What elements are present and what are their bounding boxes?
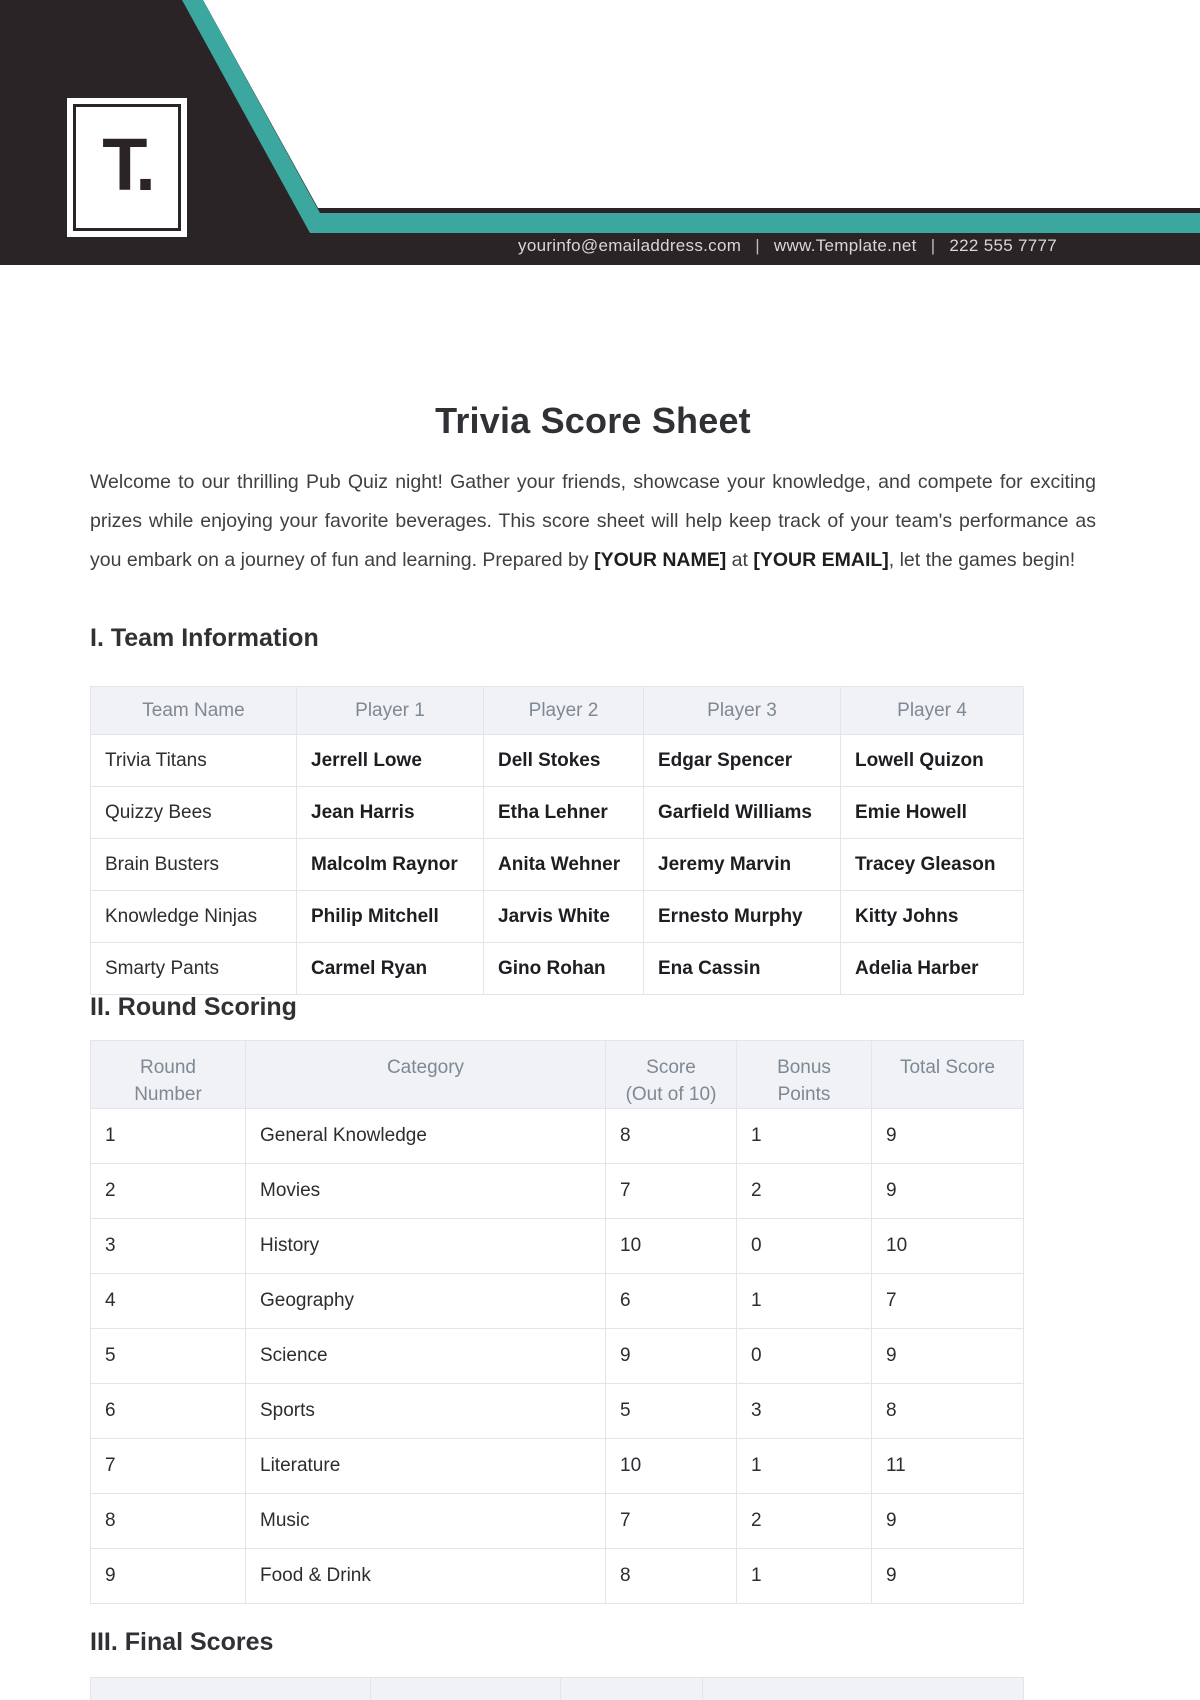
round-scoring-table	[90, 1040, 1024, 1604]
player-cell: Ena Cassin	[644, 943, 841, 995]
bonus-cell: 2	[737, 1164, 872, 1219]
player-cell: Lowell Quizon	[841, 735, 1024, 787]
table-row	[91, 1494, 1024, 1549]
section-heading-final-scores: III. Final Scores	[90, 1628, 274, 1656]
round-number-cell: 6	[91, 1384, 246, 1439]
intro-text: , let the games begin!	[888, 549, 1076, 571]
total-cell: 9	[872, 1329, 1024, 1384]
player-cell: Edgar Spencer	[644, 735, 841, 787]
score-cell: 7	[606, 1494, 737, 1549]
player-cell: Gino Rohan	[484, 943, 644, 995]
score-cell: 8	[606, 1109, 737, 1164]
table-row	[91, 1164, 1024, 1219]
header-line: Category	[386, 1057, 465, 1078]
column-header	[371, 1678, 561, 1700]
total-cell: 9	[872, 1164, 1024, 1219]
table-row	[91, 839, 1024, 891]
column-header-team-name: Team Name	[91, 687, 297, 735]
player-cell: Dell Stokes	[484, 735, 644, 787]
table-row	[91, 891, 1024, 943]
column-header-score	[606, 1041, 737, 1109]
column-header-total-score	[872, 1041, 1024, 1109]
score-cell: 9	[606, 1329, 737, 1384]
contact-phone: 222 555 7777	[949, 236, 1057, 255]
player-cell: Adelia Harber	[841, 943, 1024, 995]
player-cell: Tracey Gleason	[841, 839, 1024, 891]
total-cell: 9	[872, 1494, 1024, 1549]
column-header	[703, 1678, 1024, 1700]
player-cell: Garfield Williams	[644, 787, 841, 839]
team-name-cell: Knowledge Ninjas	[91, 891, 297, 943]
score-cell: 10	[606, 1439, 737, 1494]
team-name-cell: Smarty Pants	[91, 943, 297, 995]
category-cell: General Knowledge	[246, 1109, 606, 1164]
score-cell: 5	[606, 1384, 737, 1439]
player-cell: Jerrell Lowe	[297, 735, 484, 787]
player-cell: Jeremy Marvin	[644, 839, 841, 891]
header-line: (Out of 10)	[625, 1084, 717, 1105]
column-header-bonus-points	[737, 1041, 872, 1109]
contact-email: yourinfo@emailaddress.com	[518, 236, 742, 255]
player-cell: Malcolm Raynor	[297, 839, 484, 891]
column-header-player-3: Player 3	[644, 687, 841, 735]
round-number-cell: 7	[91, 1439, 246, 1494]
header-banner	[0, 0, 1200, 265]
your-name-placeholder: [YOUR NAME]	[594, 549, 727, 571]
round-number-cell: 1	[91, 1109, 246, 1164]
table-row	[91, 1439, 1024, 1494]
final-scores-table-partial	[90, 1677, 1024, 1700]
column-header-player-1: Player 1	[297, 687, 484, 735]
score-cell: 10	[606, 1219, 737, 1274]
column-header	[561, 1678, 703, 1700]
table-row	[91, 1549, 1024, 1604]
contact-info-bar	[518, 231, 1057, 261]
category-cell: Music	[246, 1494, 606, 1549]
player-cell: Etha Lehner	[484, 787, 644, 839]
player-cell: Carmel Ryan	[297, 943, 484, 995]
total-cell: 9	[872, 1549, 1024, 1604]
your-email-placeholder: [YOUR EMAIL]	[753, 549, 889, 571]
banner-white-wedge	[203, 0, 1200, 208]
column-header-player-4: Player 4	[841, 687, 1024, 735]
total-cell: 10	[872, 1219, 1024, 1274]
total-cell: 11	[872, 1439, 1024, 1494]
table-row	[91, 1109, 1024, 1164]
brand-logo	[67, 98, 187, 237]
round-number-cell: 2	[91, 1164, 246, 1219]
category-cell: Sports	[246, 1384, 606, 1439]
contact-separator: |	[755, 236, 760, 255]
table-header-row	[91, 687, 1024, 735]
category-cell: Literature	[246, 1439, 606, 1494]
bonus-cell: 2	[737, 1494, 872, 1549]
bonus-cell: 3	[737, 1384, 872, 1439]
intro-text: Welcome to our thrilling Pub Quiz night! Gather your friends, showcase your knowledge, and compete for exciting prizes while enjoying your favorite beverages. This score sheet will help keep track of your team's performance as you embark on a journey of fun and learning. Prepared by	[90, 471, 1096, 571]
header-line: Points	[777, 1084, 831, 1105]
bonus-cell: 0	[737, 1219, 872, 1274]
table-row	[91, 1329, 1024, 1384]
table-row	[91, 1219, 1024, 1274]
round-number-cell: 8	[91, 1494, 246, 1549]
column-header	[91, 1678, 371, 1700]
section-heading-team-information: I. Team Information	[90, 624, 319, 652]
category-cell: Science	[246, 1329, 606, 1384]
player-cell: Emie Howell	[841, 787, 1024, 839]
player-cell: Ernesto Murphy	[644, 891, 841, 943]
team-name-cell: Quizzy Bees	[91, 787, 297, 839]
section-heading-round-scoring: II. Round Scoring	[90, 993, 297, 1021]
table-row	[91, 787, 1024, 839]
total-cell: 7	[872, 1274, 1024, 1329]
score-cell: 7	[606, 1164, 737, 1219]
total-cell: 8	[872, 1384, 1024, 1439]
header-line: Total Score	[899, 1057, 996, 1078]
table-header-row	[91, 1041, 1024, 1109]
brand-logo-frame	[73, 104, 181, 231]
page-title: Trivia Score Sheet	[435, 400, 751, 441]
round-number-cell: 3	[91, 1219, 246, 1274]
column-header-round-number	[91, 1041, 246, 1109]
table-row	[91, 735, 1024, 787]
table-row	[91, 943, 1024, 995]
player-cell: Kitty Johns	[841, 891, 1024, 943]
table-row	[91, 1274, 1024, 1329]
round-number-cell: 5	[91, 1329, 246, 1384]
column-header-player-2: Player 2	[484, 687, 644, 735]
brand-logo-letter: T.	[102, 122, 152, 206]
table-row	[91, 1384, 1024, 1439]
table-header-row	[91, 1678, 1024, 1700]
team-name-cell: Brain Busters	[91, 839, 297, 891]
header-line: Bonus	[777, 1057, 831, 1078]
intro-text: at	[726, 549, 754, 571]
category-cell: Movies	[246, 1164, 606, 1219]
category-cell: Food & Drink	[246, 1549, 606, 1604]
header-line: Number	[134, 1084, 202, 1105]
bonus-cell: 1	[737, 1439, 872, 1494]
player-cell: Jean Harris	[297, 787, 484, 839]
bonus-cell: 1	[737, 1274, 872, 1329]
team-name-cell: Trivia Titans	[91, 735, 297, 787]
category-cell: Geography	[246, 1274, 606, 1329]
bonus-cell: 1	[737, 1549, 872, 1604]
player-cell: Jarvis White	[484, 891, 644, 943]
round-number-cell: 9	[91, 1549, 246, 1604]
player-cell: Anita Wehner	[484, 839, 644, 891]
contact-separator: |	[930, 236, 936, 255]
total-cell: 9	[872, 1109, 1024, 1164]
score-cell: 6	[606, 1274, 737, 1329]
contact-website: www.Template.net	[773, 236, 917, 255]
team-information-table	[90, 686, 1024, 995]
player-cell: Philip Mitchell	[297, 891, 484, 943]
round-number-cell: 4	[91, 1274, 246, 1329]
score-cell: 8	[606, 1549, 737, 1604]
header-line: Round	[140, 1057, 196, 1078]
column-header-category	[246, 1041, 606, 1109]
category-cell: History	[246, 1219, 606, 1274]
intro-paragraph	[90, 463, 1096, 580]
banner-teal-band	[308, 213, 1200, 233]
bonus-cell: 1	[737, 1109, 872, 1164]
bonus-cell: 0	[737, 1329, 872, 1384]
header-line: Score	[646, 1057, 696, 1078]
